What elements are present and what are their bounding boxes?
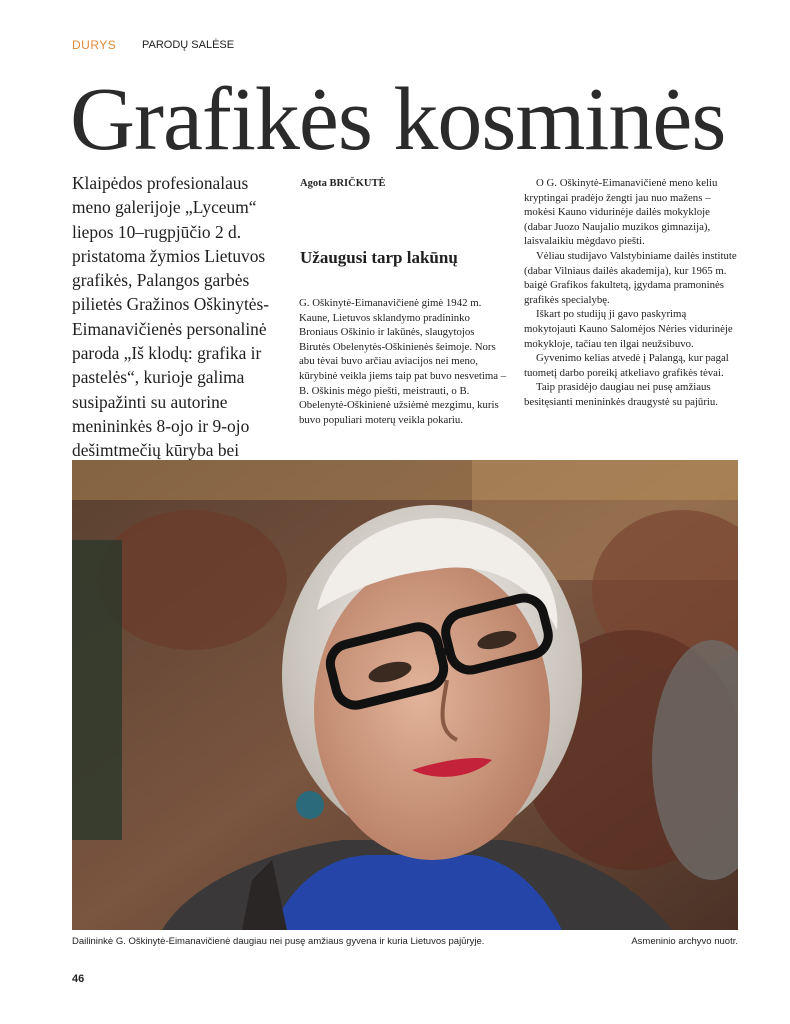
photo-caption: Dailininkė G. Oškinytė-Eimanavičienė daugiau nei pusę amžiaus gyvena ir kuria Lietuvos pajūryje. bbox=[72, 936, 485, 947]
body-paragraph: Iškart po studijų ji gavo paskyrimą mokytojauti Kauno Salomėjos Nėries vidurinėje mokykloje, tačiau ten ilgai neužsibuvo. bbox=[524, 308, 733, 350]
body-paragraph: Vėliau studijavo Valstybiniame dailės institute (dabar Vilniaus dailės akademija), kur 1965 m. baigė Grafikos fakultetą, įgydama pramoninės grafikės specialybę. bbox=[524, 249, 737, 306]
body-paragraph: O G. Oškinytė-Eimanavičienė meno keliu kryptingai pradėjo žengti jau nuo mažens – mokėsi Kauno vidurinėje dailės mokykloje (dabar Juozo Naujalio muzikos gimnazija), laisvalaikiu mėgdavo piešti. bbox=[524, 177, 718, 248]
article-lead: Klaipėdos profesionalaus meno galerijoje „Lyceum“ liepos 10–rugpjūčio 2 d. pristatoma žymios Lietuvos grafikės, Palangos garbės pilietės Gražinos Oškinytės-Eimanavičienės personalinė paroda „Iš klodų: grafika ir pastelės“, kurioje galima susipažinti su autorine menininkės 8-ojo ir 9-ojo dešimtmečių kūryba bei bbox=[72, 173, 270, 461]
body-column-right bbox=[524, 176, 737, 410]
body-column-middle bbox=[299, 296, 507, 427]
article-subhead: Užaugusi tarp lakūnų bbox=[300, 248, 458, 267]
body-paragraph: Gyvenimo kelias atvedė į Palangą, kur pagal tuometį darbo poreikį atkeliavo grafikės tėvai. bbox=[524, 352, 729, 379]
page-number: 46 bbox=[72, 973, 85, 985]
article-headline: Grafikės kosminės bbox=[70, 70, 726, 169]
section-tag: DURYS bbox=[72, 38, 117, 52]
photo-credit: Asmeninio archyvo nuotr. bbox=[631, 936, 738, 947]
section-subtitle: PARODŲ SALĖSE bbox=[142, 39, 235, 51]
portrait-photo bbox=[72, 460, 738, 930]
article-author: Agota BRIČKUTĖ bbox=[300, 178, 386, 189]
body-paragraph: Taip prasidėjo daugiau nei pusę amžiaus besitęsianti menininkės draugystė su pajūriu. bbox=[524, 381, 719, 408]
body-paragraph: G. Oškinytė-Eimanavičienė gimė 1942 m. Kaune, Lietuvos sklandymo pradininko Broniaus Oškinio ir lakūnės, slaugytojos Birutės Obelenytės-Oškinienės šeimoje. Nors abu tėvai buvo arčiau aviacijos nei meno, kūrybinė veikla jiems taip pat buvo nesvetima – B. Oškinis mėgo piešti, meistrauti, o B. Obelenytė-Oškinienė užsiėmė mezgimu, kuris buvo populiari moterų veikla pokariu. bbox=[299, 297, 507, 426]
